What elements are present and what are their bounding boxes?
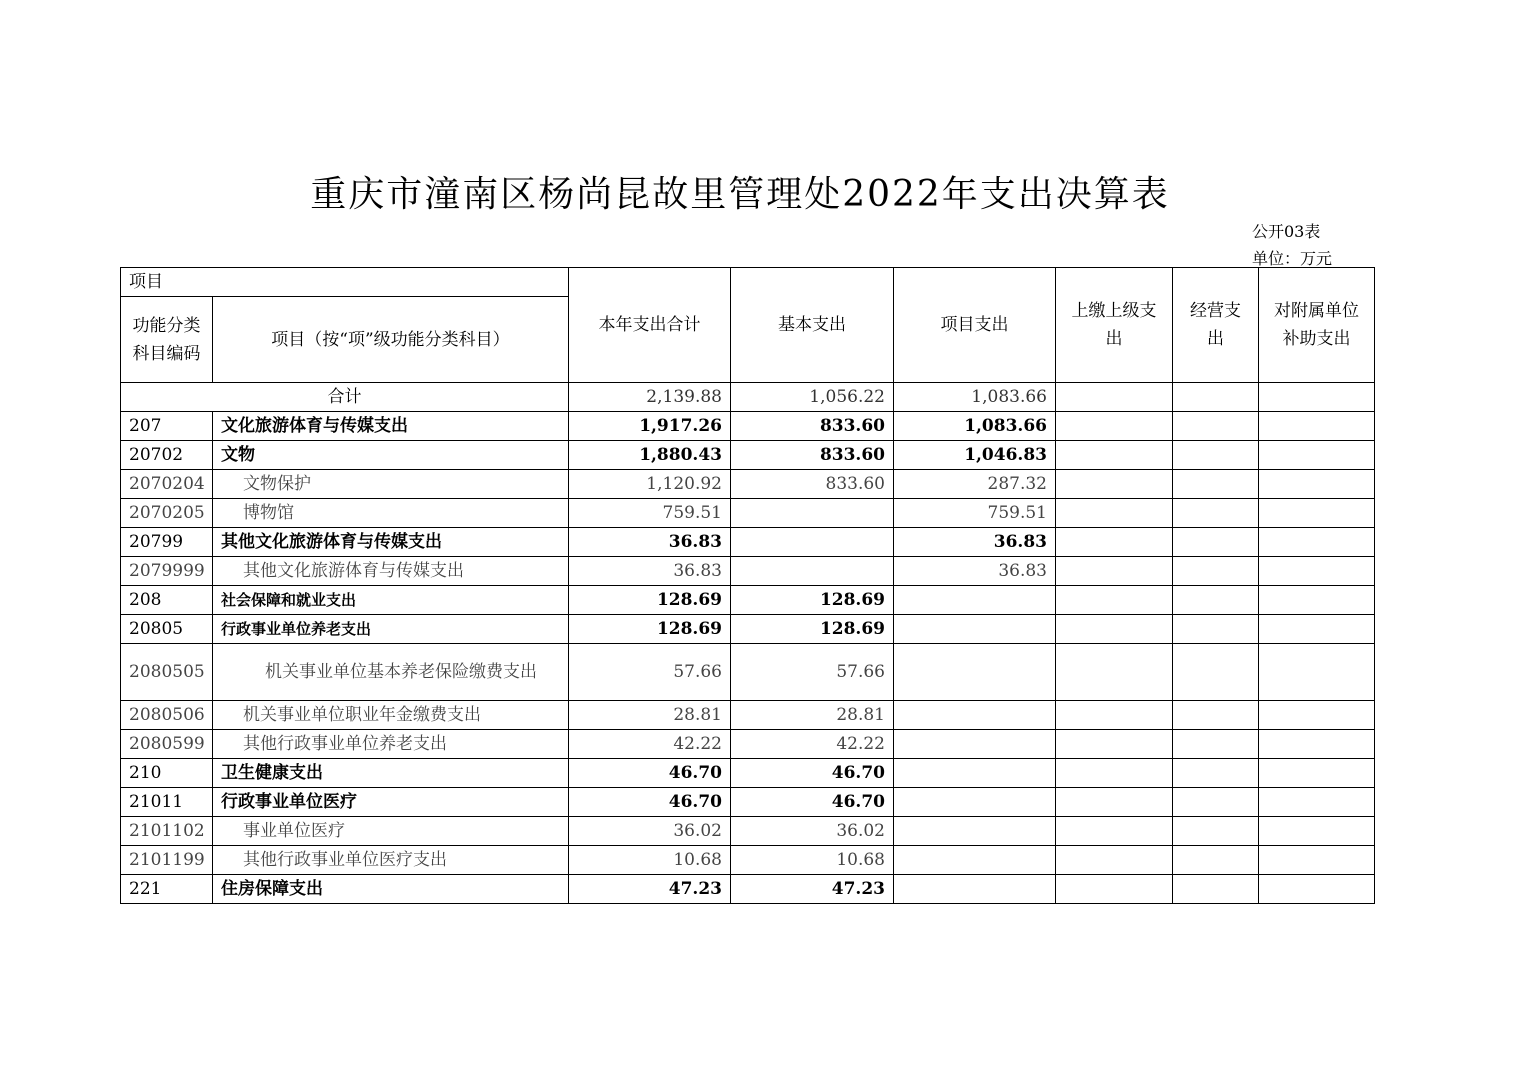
row-total: 46.70: [569, 759, 731, 788]
total-basic: 1,056.22: [731, 383, 894, 412]
row-upper: [1056, 644, 1173, 701]
row-subsidy: [1259, 759, 1375, 788]
row-code: 20805: [121, 615, 213, 644]
row-project: 1,083.66: [894, 412, 1056, 441]
row-total: 1,917.26: [569, 412, 731, 441]
row-basic: 833.60: [731, 441, 894, 470]
row-upper: [1056, 817, 1173, 846]
row-code: 2070204: [121, 470, 213, 499]
row-code: 2101102: [121, 817, 213, 846]
table-row: [121, 470, 1375, 499]
row-upper: [1056, 412, 1173, 441]
row-basic: 833.60: [731, 412, 894, 441]
header-basic: 基本支出: [731, 268, 894, 383]
expenditure-table: [120, 267, 1375, 904]
row-code: 20702: [121, 441, 213, 470]
row-code: 2079999: [121, 557, 213, 586]
row-name: 其他行政事业单位养老支出: [213, 730, 569, 759]
row-project: 36.83: [894, 528, 1056, 557]
row-name: 其他文化旅游体育与传媒支出: [213, 557, 569, 586]
table-row: [121, 817, 1375, 846]
row-upper: [1056, 875, 1173, 904]
row-name: 文物保护: [213, 470, 569, 499]
row-total: 1,120.92: [569, 470, 731, 499]
row-subsidy: [1259, 644, 1375, 701]
row-name: 事业单位医疗: [213, 817, 569, 846]
row-subsidy: [1259, 788, 1375, 817]
table-row: [121, 615, 1375, 644]
row-basic: 10.68: [731, 846, 894, 875]
row-business: [1173, 817, 1259, 846]
total-business: [1173, 383, 1259, 412]
row-basic: 128.69: [731, 615, 894, 644]
row-project: [894, 817, 1056, 846]
row-upper: [1056, 528, 1173, 557]
row-basic: [731, 557, 894, 586]
row-project: [894, 701, 1056, 730]
row-project: 1,046.83: [894, 441, 1056, 470]
table-row: [121, 759, 1375, 788]
row-business: [1173, 644, 1259, 701]
row-project: 759.51: [894, 499, 1056, 528]
row-business: [1173, 441, 1259, 470]
row-business: [1173, 499, 1259, 528]
table-row: [121, 788, 1375, 817]
row-basic: 46.70: [731, 788, 894, 817]
table-row: [121, 499, 1375, 528]
row-total: 128.69: [569, 586, 731, 615]
row-upper: [1056, 788, 1173, 817]
row-total: 28.81: [569, 701, 731, 730]
row-basic: 42.22: [731, 730, 894, 759]
row-total: 10.68: [569, 846, 731, 875]
row-upper: [1056, 846, 1173, 875]
header-business: 经营支出: [1173, 268, 1259, 383]
row-subsidy: [1259, 499, 1375, 528]
row-code: 2080599: [121, 730, 213, 759]
row-code: 208: [121, 586, 213, 615]
row-code: 207: [121, 412, 213, 441]
row-name: 住房保障支出: [213, 875, 569, 904]
header-item: 项目: [121, 268, 569, 297]
unit-label: 单位：万元: [1252, 249, 1333, 268]
row-name: 行政事业单位医疗: [213, 788, 569, 817]
table-row: [121, 846, 1375, 875]
row-total: 36.83: [569, 557, 731, 586]
row-code: 21011: [121, 788, 213, 817]
table-row: [121, 441, 1375, 470]
row-upper: [1056, 557, 1173, 586]
row-code: 20799: [121, 528, 213, 557]
row-subsidy: [1259, 615, 1375, 644]
row-upper: [1056, 441, 1173, 470]
row-upper: [1056, 470, 1173, 499]
row-subsidy: [1259, 846, 1375, 875]
row-project: 36.83: [894, 557, 1056, 586]
total-label: 合计: [121, 383, 569, 412]
row-total: 36.02: [569, 817, 731, 846]
row-subsidy: [1259, 701, 1375, 730]
row-total: 47.23: [569, 875, 731, 904]
table-row: [121, 586, 1375, 615]
row-business: [1173, 730, 1259, 759]
row-business: [1173, 759, 1259, 788]
row-business: [1173, 470, 1259, 499]
row-code: 2101199: [121, 846, 213, 875]
row-business: [1173, 615, 1259, 644]
row-total: 36.83: [569, 528, 731, 557]
table-row: [121, 701, 1375, 730]
row-business: [1173, 586, 1259, 615]
row-name: 博物馆: [213, 499, 569, 528]
row-project: 287.32: [894, 470, 1056, 499]
row-upper: [1056, 701, 1173, 730]
row-project: [894, 759, 1056, 788]
table-row: [121, 412, 1375, 441]
total-subsidy: [1259, 383, 1375, 412]
row-code: 2070205: [121, 499, 213, 528]
row-name: 其他文化旅游体育与传媒支出: [213, 528, 569, 557]
row-name: 其他行政事业单位医疗支出: [213, 846, 569, 875]
table-row: [121, 557, 1375, 586]
row-business: [1173, 875, 1259, 904]
row-total: 1,880.43: [569, 441, 731, 470]
row-name: 文物: [213, 441, 569, 470]
table-row: [121, 528, 1375, 557]
row-code: 221: [121, 875, 213, 904]
row-project: [894, 615, 1056, 644]
row-business: [1173, 528, 1259, 557]
row-total: 759.51: [569, 499, 731, 528]
row-upper: [1056, 615, 1173, 644]
form-number: 公开03表: [1252, 222, 1321, 241]
row-total: 128.69: [569, 615, 731, 644]
row-name: 文化旅游体育与传媒支出: [213, 412, 569, 441]
row-business: [1173, 701, 1259, 730]
row-basic: [731, 499, 894, 528]
row-subsidy: [1259, 441, 1375, 470]
row-basic: [731, 528, 894, 557]
row-code: 2080506: [121, 701, 213, 730]
row-name: 机关事业单位基本养老保险缴费支出: [213, 644, 569, 701]
row-basic: 28.81: [731, 701, 894, 730]
row-subsidy: [1259, 586, 1375, 615]
row-upper: [1056, 499, 1173, 528]
table-row: [121, 875, 1375, 904]
row-upper: [1056, 730, 1173, 759]
row-name: 行政事业单位养老支出: [213, 615, 569, 644]
total-row: [121, 383, 1375, 412]
row-basic: 36.02: [731, 817, 894, 846]
row-project: [894, 788, 1056, 817]
table-row: [121, 730, 1375, 759]
row-name: 卫生健康支出: [213, 759, 569, 788]
table-row: [121, 644, 1375, 701]
row-name: 社会保障和就业支出: [213, 586, 569, 615]
header-subsidy: 对附属单位补助支出: [1259, 268, 1375, 383]
row-subsidy: [1259, 412, 1375, 441]
row-subsidy: [1259, 875, 1375, 904]
row-basic: 57.66: [731, 644, 894, 701]
row-business: [1173, 412, 1259, 441]
row-basic: 833.60: [731, 470, 894, 499]
row-code: 210: [121, 759, 213, 788]
row-basic: 47.23: [731, 875, 894, 904]
row-business: [1173, 788, 1259, 817]
header-upper: 上缴上级支出: [1056, 268, 1173, 383]
header-name: 项目（按“项”级功能分类科目）: [213, 297, 569, 383]
page-title: 重庆市潼南区杨尚昆故里管理处2022年支出决算表: [310, 174, 1170, 215]
total-upper: [1056, 383, 1173, 412]
row-business: [1173, 846, 1259, 875]
row-project: [894, 586, 1056, 615]
row-code: 2080505: [121, 644, 213, 701]
header-code: 功能分类科目编码: [121, 297, 213, 383]
row-project: [894, 644, 1056, 701]
row-upper: [1056, 759, 1173, 788]
row-subsidy: [1259, 528, 1375, 557]
row-basic: 46.70: [731, 759, 894, 788]
row-basic: 128.69: [731, 586, 894, 615]
row-total: 57.66: [569, 644, 731, 701]
row-name: 机关事业单位职业年金缴费支出: [213, 701, 569, 730]
row-subsidy: [1259, 817, 1375, 846]
header-total: 本年支出合计: [569, 268, 731, 383]
row-total: 42.22: [569, 730, 731, 759]
header-project: 项目支出: [894, 268, 1056, 383]
row-subsidy: [1259, 470, 1375, 499]
row-business: [1173, 557, 1259, 586]
row-project: [894, 846, 1056, 875]
total-project: 1,083.66: [894, 383, 1056, 412]
row-subsidy: [1259, 730, 1375, 759]
total-amount: 2,139.88: [569, 383, 731, 412]
row-subsidy: [1259, 557, 1375, 586]
row-upper: [1056, 586, 1173, 615]
row-total: 46.70: [569, 788, 731, 817]
row-project: [894, 730, 1056, 759]
row-project: [894, 875, 1056, 904]
